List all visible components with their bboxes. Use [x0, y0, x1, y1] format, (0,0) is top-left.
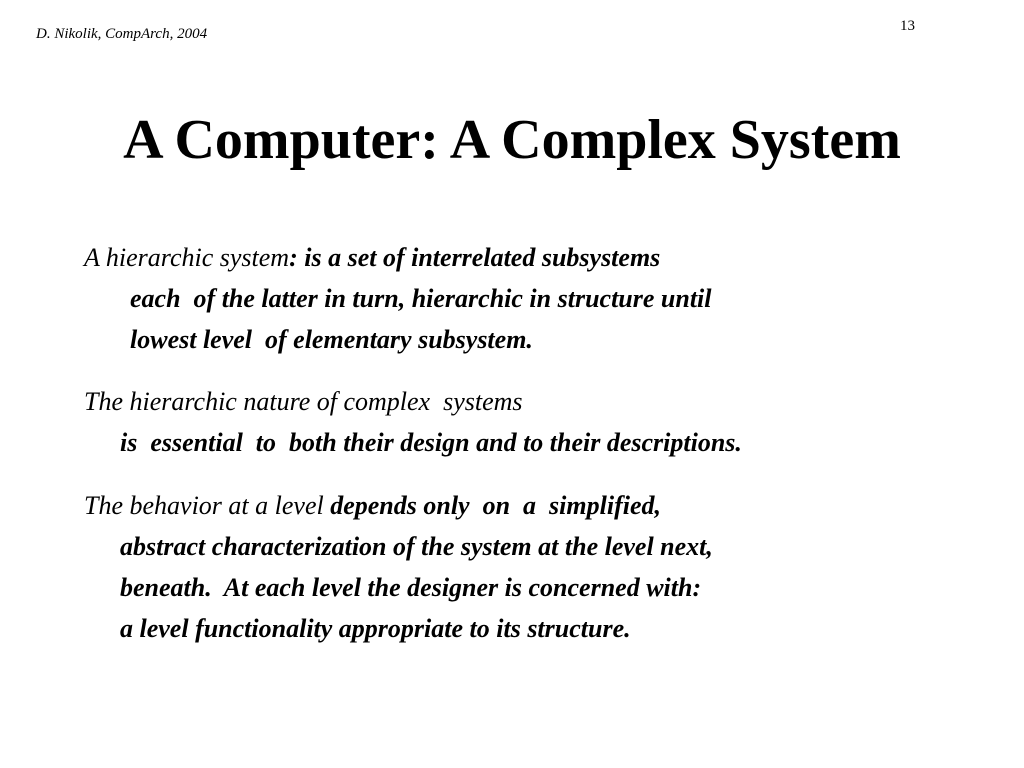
paragraph-1-line-2: each of the latter in turn, hierarchic in structure until — [130, 284, 712, 313]
paragraph-3-line-1 — [84, 490, 661, 522]
paragraph-2-line-1: The hierarchic nature of complex systems — [84, 387, 523, 416]
paragraph-3-term: The behavior at a level — [84, 491, 331, 520]
paragraph-1-line-3: lowest level of elementary subsystem. — [130, 325, 533, 354]
paragraph-1-term: A hierarchic system — [84, 243, 290, 272]
author-header: D. Nikolik, CompArch, 2004 — [36, 26, 208, 42]
paragraph-1-definition: : is a set of interrelated subsystems — [289, 243, 661, 272]
slide-title: A Computer: A Complex System — [123, 109, 901, 171]
paragraph-3-line-4: a level functionality appropriate to its structure. — [120, 614, 631, 643]
page-number: 13 — [900, 18, 915, 34]
paragraph-3-emphasis: depends only on a simplified, — [330, 491, 661, 520]
paragraph-3-line-2: abstract characterization of the system at the level next, — [120, 532, 713, 561]
paragraph-2-line-2: is essential to both their design and to their descriptions. — [120, 428, 742, 457]
paragraph-1-line-1 — [84, 242, 660, 274]
paragraph-3-line-3: beneath. At each level the designer is concerned with: — [120, 573, 702, 602]
